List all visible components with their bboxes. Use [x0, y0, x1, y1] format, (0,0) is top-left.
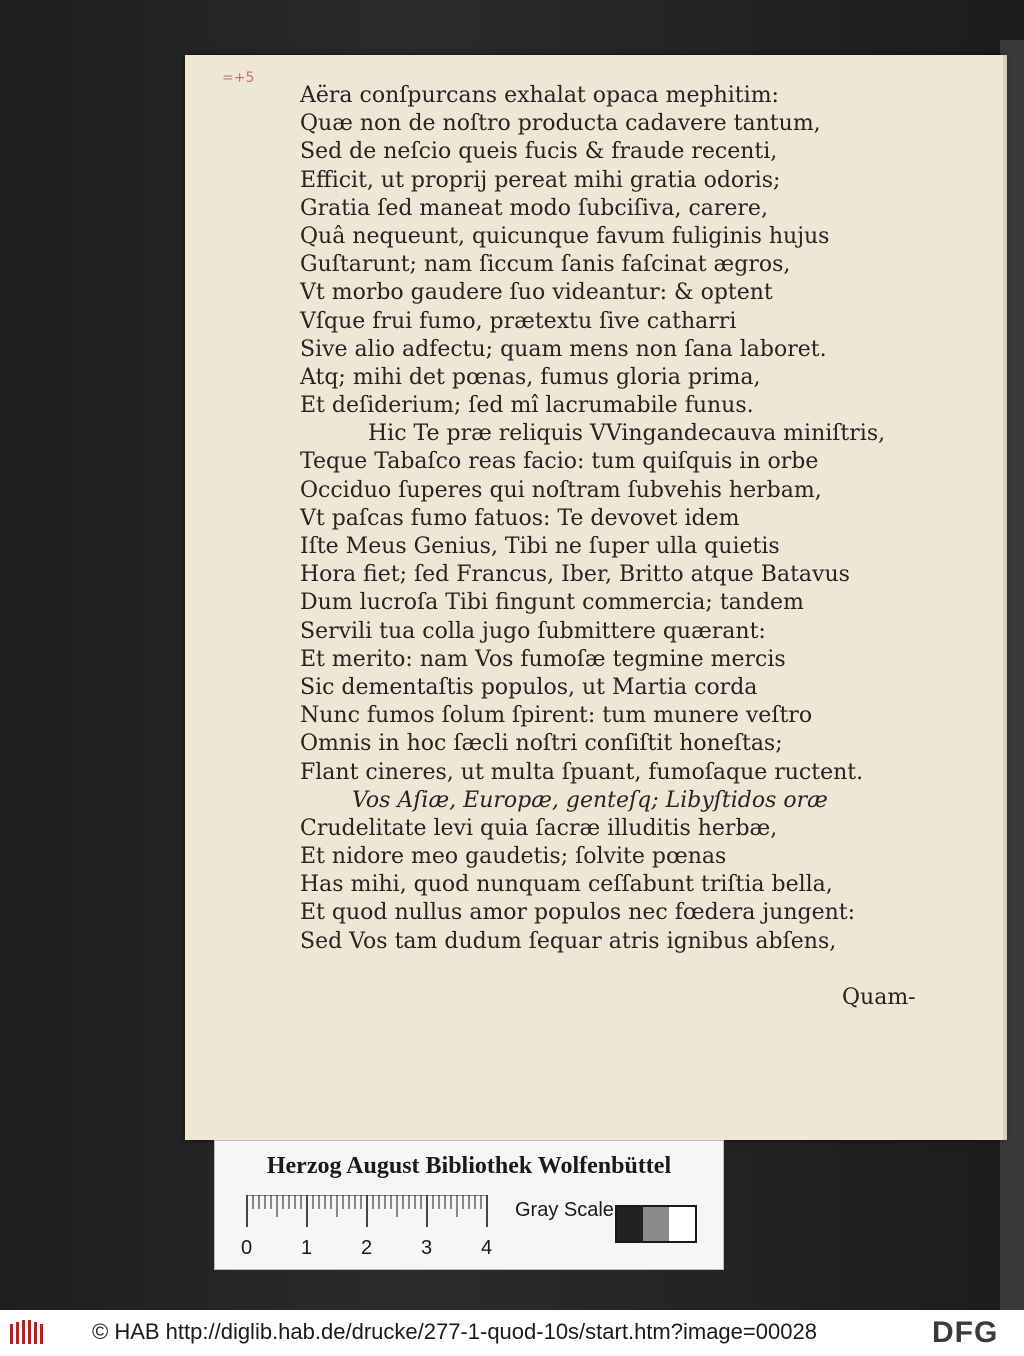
poem-line: Et merito: nam Vos fumoſæ tegmine mercis: [300, 646, 786, 672]
catchword: Quam-: [842, 985, 916, 1010]
poem-line: Vos Aſiæ, Europæ, genteſq; Libyſtidos oræ: [352, 787, 828, 813]
pencil-annotation: =+5: [222, 70, 255, 86]
poem-line: Hora fiet; ſed Francus, Iber, Britto atque Batavus: [300, 562, 850, 588]
library-title: Herzog August Bibliothek Wolfenbüttel: [266, 1153, 672, 1179]
ruler-number: 1: [301, 1237, 313, 1259]
poem-line: Quâ nequeunt, quicunque favum fuliginis hujus: [300, 223, 830, 249]
ruler-number: 2: [361, 1237, 373, 1259]
dfg-logo: DFG: [932, 1316, 999, 1349]
ruler-number: 3: [421, 1237, 433, 1259]
poem-line: Has mihi, quod nunquam ceſſabunt triſtia bella,: [300, 872, 833, 898]
poem-line: Aëra conſpurcans exhalat opaca mephitim:: [300, 83, 779, 108]
ruler-numbers: [241, 1237, 521, 1261]
poem-line: Sive alio adfectu; quam mens non ſana laboret.: [300, 336, 827, 362]
poem-line: Guſtarunt; nam ſiccum ſanis faſcinat ægros,: [300, 252, 791, 278]
poem-line: Efficit, ut proprij pereat mihi gratia odoris;: [300, 167, 781, 193]
poem-line: Vt morbo gaudere ſuo videantur: & optent: [300, 280, 773, 306]
poem-line: Omnis in hoc ſæcli noſtri conſiſtit honeſtas;: [300, 731, 783, 757]
poem-line: Servili tua colla jugo ſubmittere quærant:: [300, 618, 766, 644]
footer-bar: [0, 1310, 1024, 1356]
poem-line: Sed Vos tam dudum ſequar atris ignibus abſens,: [300, 928, 837, 954]
poem-line: Crudelitate levi quia ſacræ illuditis herbæ,: [300, 815, 778, 841]
poem-line: Teque Tabaſco reas facio: tum quiſquis in orbe: [300, 449, 819, 475]
poem-line: Et quod nullus amor populos nec fœdera jungent:: [300, 900, 856, 926]
gray-patch: [617, 1207, 643, 1241]
gray-patch: [669, 1207, 695, 1241]
poem-line: Flant cineres, ut multa ſpuant, fumoſaque ructent.: [300, 759, 864, 785]
poem-line: Dum lucroſa Tibi fingunt commercia; tandem: [300, 590, 804, 616]
copyright-url: © HAB http://diglib.hab.de/drucke/277-1-quod-10s/start.htm?image=00028: [92, 1319, 817, 1344]
gray-scale-label: Gray Scale: [515, 1199, 614, 1221]
poem-line: Atq; mihi det pœnas, fumus gloria prima,: [300, 364, 761, 390]
ruler-number: 0: [241, 1237, 253, 1259]
poem-line: Et nidore meo gaudetis; ſolvite pœnas: [300, 844, 727, 870]
ruler-scale: [245, 1195, 495, 1227]
poem-line: Sed de neſcio queis fucis & fraude recenti,: [300, 139, 778, 165]
ruler-number: 4: [481, 1237, 493, 1259]
poem-line: Vt paſcas fumo fatuos: Te devovet idem: [300, 505, 740, 531]
gray-scale-patches: [615, 1205, 697, 1243]
poem-line: Quæ non de noſtro producta cadavere tantum,: [300, 111, 821, 137]
gray-patch: [643, 1207, 669, 1241]
poem-line: Gratia ſed maneat modo ſubciſiva, carere,: [300, 195, 768, 221]
poem-line: Iſte Meus Genius, Tibi ne ſuper ulla quietis: [300, 534, 780, 559]
hab-logo-icon: [8, 1318, 48, 1348]
poem-line: Hic Te præ reliquis VVingandecauva miniſtris,: [368, 421, 886, 447]
poem-line: Vſque frui fumo, prætextu ſive catharri: [300, 308, 737, 334]
poem-line: Sic dementaſtis populos, ut Martia corda: [300, 674, 758, 700]
poem-line: Nunc fumos ſolum ſpirent: tum munere veſtro: [300, 703, 813, 729]
page-fore-edge: [1003, 55, 1007, 1140]
calibration-card: [214, 1140, 724, 1270]
poem-line: Et deſiderium; ſed mî lacrumabile funus.: [300, 393, 754, 419]
poem-text: [300, 82, 920, 956]
poem-line: Occiduo ſuperes qui noſtram ſubvehis herbam,: [300, 477, 822, 503]
